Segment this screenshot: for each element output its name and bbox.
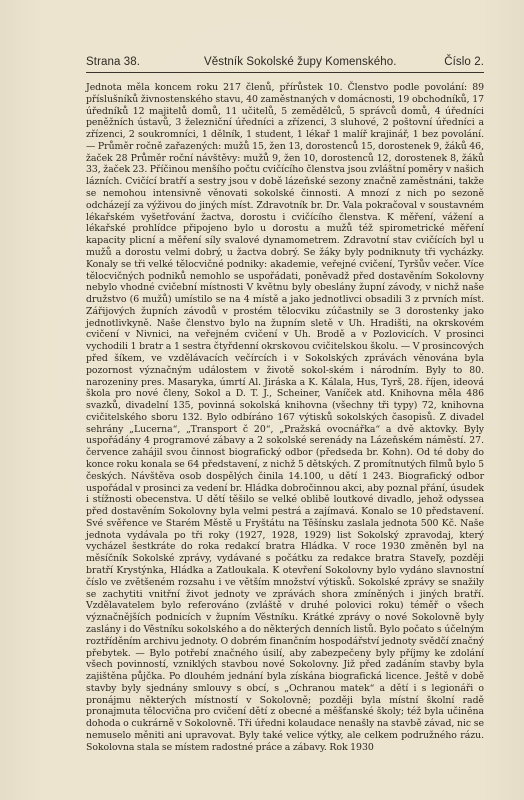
body-paragraph: Jednota měla koncem roku 217 členů, přírůstek 10. Členstvo podle povolání: 89 příslušníků živnostenského stavu, 40 zaměstnaných v domácnosti, 19 obchodníků, 17 úředníků 12 majitelů domů, 11 učitelů, 5 zemědělců, 5 správců domů, 4 úředníci peněžních ústavů, 3 železniční úředníci a zřízenci, 3 sluhové, 2 poštovní úředníci a zřízenci, 2 soukromníci, 1 dělník, 1 student, 1 lékař 1 malíř krajinář, 1 bez povolání. — Průměr ročně zařazených: mužů 15, žen 13, dorostenců 15, dorostenek 9, žáků 46, žaček 28 Průměr roční návštěvy: mužů 9, žen 10, dorostenců 12, dorostenek 8, žáků 33, žaček 23. Příčinou menšího počtu cvičícího členstva jsou zvláštní poměry v našich lázních. Cvičící bratří a sestry jsou v době lázeňské sezony značně zaměstnáni, takže se nemohou intensivně věnovati sokolské činnosti. A mnozí z nich po sezoně odcházejí za výživou do jiných míst. Zdravotník br. Dr. Vala pokračoval v soustavném lékařském vyšetřování žactva, dorostu i cvičícího členstva. K měření, vážení a lékařské prohlídce připojeno bylo u dorostu a mužů též spirometrické měření kapacity plicní a měření síly svalové dynamometrem. Zdravotní stav cvičících byl u mužů a dorostu velmi dobrý, u žactva dobrý. Se žáky byly podniknuty tři vycházky. Konaly se tři velké tělocvičné podniky: akademie, veřejné cvičení, Tyršův večer. Více tělocvičných podniků nemohlo se uspořádati, poněvadž před dostavěním Sokolovny nebylo vhodné cvičební místnosti V květnu byly obeslány župní závody, v nichž naše družstvo (6 mužů) umístilo se na 4 místě a jako jednotlivci obsadili 3 z prvních míst. Zářijových župních závodů v prostém tělocviku zúčastnily se 3 dorostenky jako jednotlivkyně. Naše členstvo bylo na župním sletě v Uh. Hradišti, na okrskovém cvičení v Nivnici, na veřejném cvičení v Uh. Brodě a v Pozlovicích. V prosinci vychodili 1 bratr a 1 sestra čtyřdenní okrskovou cvičitelskou školu. — V prosincových před šíkem, ve vzdělávacích večírcích i v Sokolských zprávách věnována byla pozornost význačným událostem v životě sokol-ském i národním. Byly to 80. narozeniny pres. Masaryka, úmrtí Al. Jiráska a K. Kálala, Hus, Tyrš, 28. říjen, ideová škola pro nové členy, Sokol a D. T. J., Scheiner, Vaníček atd. Knihovna měla 486 svazků, divadelní 135, povinná sokolská knihovna (všechny tři typy) 72, knihovna cvičitelského sboru 132. Bylo odbíráno 167 výtisků sokolských časopisů. Z divadel sehrány „Lucerna“, „Transport č 20“, „Pražská ovocnářka“ a dvě aktovky. Byly uspořádány 4 programové zábavy a 2 sokolské serenády na Lázeňském náměstí. 27. července zahájil svou činnost biografický odbor (předseda br. Kohn). Od té doby do konce roku konala se 64 představení, z nichž 5 dětských. Z promítnutých filmů bylo 5 českých. Návštěva osob dospělých činila 14.100, u dětí 1 243. Biografický odbor uspořádal v prosinci za vedení br. Hládka dobročinnou akci, aby poznal přání, úsudek i stížnosti obecenstva. U dětí těšilo se velké oblibě loutkové divadlo, jehož odyssea před dostavěním Sokolovny byla velmi pestrá a zajímavá. Konalo se 10 představení. Své svěřence ve Starém Městě u Fryštátu na Těšínsku zaslala jednota 500 Kč. Naše jednota vydávala po tři roky (1927, 1928, 1929) list Sokolský zpravodaj, který vycházel šestkráte do roka redakcí bratra Hládka. V roce 1930 změněn byl na měsíčník Sokolské zprávy, vydávané s počátku za redakce bratra Staveľy, později bratří Krystýnka, Hládka a Zatloukala. K otevření Sokolovny bylo vydáno slavnostní číslo ve zvětšeném rozsahu i ve větším množství výtisků. Sokolské zprávy se snažily se zachytiti vnitřní život jednoty ve zprávách shora zmíněných i jiných bratří. Vzdělavatelem bylo referováno (zvláště v druhé polovici roku) téměř o všech význačnějších podnicích v župním Věstníku. Krátké zprávy o nové Sokolovně byly zaslány i do Věstníku sokolského a do některých denních listů. Bylo počato s účelným roztříděním archivu jednoty. O dobrém finančním hospodářství jednoty svědčí značný přebytek. — Bylo potřebí značného úsilí, aby zabezpečeny byly příjmy ke zdolání všech povinností, vzniklých stavbou nové Sokolovny. Již před zadáním stavby byla zajištěna půjčka. Po dlouhém jednání byla získána biografická licence. Ještě v době stavby byly sjednány smlouvy s obcí, s „Ochranou matek“ a dětí i s legionáři o pronájmu některých místností v Sokolovně; později byla místní školní radě pronajmuta tělocvična pro cvičení dětí z obecné a měšťanské školy; též byla učiněna dohoda o cukrárně v Sokolovně. Tři úředni kolaudace nenašly na stavbě závad, nic se nemuselo měniti ani upravovat. Byly také velice výtky, ale celkem podružného rázu. Sokolovna stala se místem radostné práce a zábavy. Rok 1930: [86, 82, 484, 753]
header-rule: [86, 72, 484, 73]
issue-number-label: Číslo 2.: [444, 56, 484, 68]
page-number-label: Strana 38.: [86, 56, 141, 68]
journal-title: Věstník Sokolské župy Komenského.: [204, 56, 397, 68]
